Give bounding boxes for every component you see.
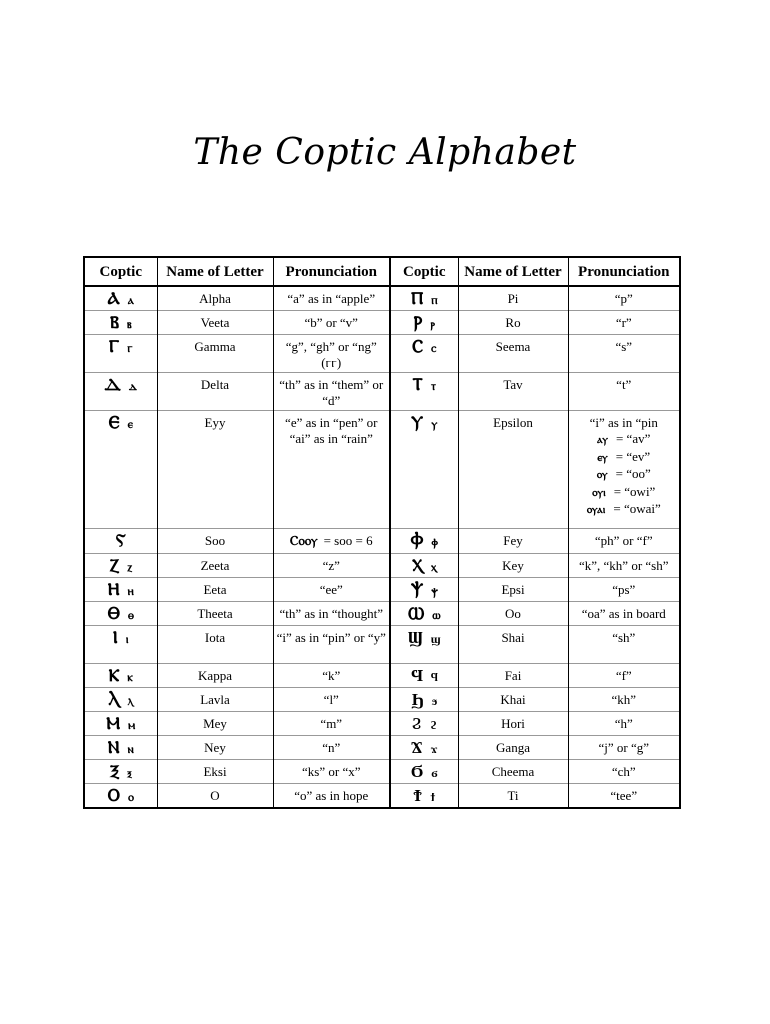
table-body xyxy=(84,286,680,808)
letter-name: Fai xyxy=(458,664,568,688)
pronunciation-text: “p” xyxy=(614,291,633,306)
uppercase-glyph: Ⲡ xyxy=(410,289,424,309)
uppercase-glyph: Ϥ xyxy=(410,666,423,686)
uppercase-glyph: Ⲃ xyxy=(109,313,119,333)
letter-name: Mey xyxy=(157,712,273,736)
letter-pronunciation: “ks” or “x” xyxy=(273,760,390,784)
uppercase-glyph: Ⲟ xyxy=(107,786,120,806)
pronunciation-text: = soo = 6 xyxy=(323,533,373,548)
pronunciation-text: “ph” or “f” xyxy=(594,533,653,548)
letter-name: Ti xyxy=(458,784,568,809)
letter-name: Ro xyxy=(458,311,568,335)
pronunciation-text: “sh” xyxy=(612,630,636,645)
letter-name: Lavla xyxy=(157,688,273,712)
uppercase-glyph: Ⲉ xyxy=(108,413,120,433)
diphthong-coptic: ⲁⲩ xyxy=(597,433,608,446)
uppercase-glyph: Ⲧ xyxy=(412,375,423,395)
coptic-letter xyxy=(84,688,157,712)
diphthong-sound: = “owi” xyxy=(613,483,656,499)
uppercase-glyph: Ⲙ xyxy=(106,714,121,734)
diphthong-sound: = “oo” xyxy=(615,466,651,481)
table-header-row xyxy=(84,257,680,286)
table-row xyxy=(84,626,680,664)
table-row xyxy=(84,411,680,529)
lowercase-glyph: ϣ xyxy=(430,632,441,646)
lowercase-glyph: ⲧ xyxy=(430,379,437,393)
table-row xyxy=(84,736,680,760)
letter-name: Seema xyxy=(458,335,568,373)
letter-name: Delta xyxy=(157,373,273,411)
table-row xyxy=(84,688,680,712)
coptic-letter xyxy=(84,602,157,626)
lowercase-glyph: ⲇ xyxy=(128,379,138,393)
coptic-letter xyxy=(390,335,458,373)
letter-name: Hori xyxy=(458,712,568,736)
coptic-letter xyxy=(390,311,458,335)
coptic-letter xyxy=(84,578,157,602)
letter-pronunciation: “o” as in hope xyxy=(273,784,390,809)
uppercase-glyph: Ⲏ xyxy=(107,580,120,600)
pronunciation-text: “f” xyxy=(615,668,632,683)
pronunciation-text: “ps” xyxy=(612,582,636,597)
lowercase-glyph: ϭ xyxy=(431,766,438,780)
uppercase-glyph: Ⲋ xyxy=(115,531,126,551)
letter-pronunciation: “n” xyxy=(273,736,390,760)
diphthong-coptic: ⲉⲩ xyxy=(597,450,608,464)
letter-pronunciation xyxy=(568,373,680,411)
uppercase-glyph: Ⲯ xyxy=(410,580,424,600)
table-row xyxy=(84,578,680,602)
uppercase-glyph: Ⲅ xyxy=(108,337,120,357)
diphthong-line xyxy=(572,449,677,467)
letter-pronunciation xyxy=(568,664,680,688)
coptic-letter xyxy=(84,335,157,373)
letter-name: Oo xyxy=(458,602,568,626)
letter-name: Ganga xyxy=(458,736,568,760)
pronunciation-text: “i” as in “pin xyxy=(589,415,658,430)
coptic-letter xyxy=(390,784,458,809)
letter-pronunciation xyxy=(568,602,680,626)
column-header-coptic: Coptic xyxy=(84,257,157,286)
letter-name: Zeeta xyxy=(157,554,273,578)
lowercase-glyph: ⲑ xyxy=(127,608,134,622)
uppercase-glyph: Ⲇ xyxy=(104,375,121,395)
letter-pronunciation xyxy=(568,736,680,760)
diphthong-coptic: ⲟⲩⲁⲓ xyxy=(586,503,606,516)
diphthong-line xyxy=(572,501,677,519)
lowercase-glyph: ⲛ xyxy=(127,742,134,756)
letter-pronunciation: “z” xyxy=(273,554,390,578)
letter-name: Theeta xyxy=(157,602,273,626)
uppercase-glyph: Ⲩ xyxy=(411,413,424,433)
uppercase-glyph: Ⲍ xyxy=(109,556,120,576)
letter-pronunciation xyxy=(568,784,680,809)
coptic-word: Ⲥⲟⲟⲩ xyxy=(289,534,318,549)
coptic-letter xyxy=(84,554,157,578)
letter-pronunciation xyxy=(568,529,680,554)
coptic-letter xyxy=(390,664,458,688)
letter-pronunciation: “a” as in “apple” xyxy=(273,286,390,311)
pronunciation-text: “r” xyxy=(615,315,632,330)
coptic-letter xyxy=(84,626,157,664)
lowercase-glyph: ⲣ xyxy=(430,317,435,331)
letter-name: Gamma xyxy=(157,335,273,373)
letter-pronunciation xyxy=(568,688,680,712)
letter-name: Key xyxy=(458,554,568,578)
coptic-letter xyxy=(84,712,157,736)
table-row xyxy=(84,554,680,578)
page-title: The Coptic Alphabet xyxy=(193,132,577,173)
letter-pronunciation xyxy=(568,311,680,335)
letter-name: Alpha xyxy=(157,286,273,311)
coptic-letter xyxy=(390,712,458,736)
pronunciation-text: “t” xyxy=(616,377,632,392)
letter-name: Cheema xyxy=(458,760,568,784)
uppercase-glyph: Ⲫ xyxy=(410,531,424,551)
coptic-letter xyxy=(84,529,157,554)
table-row xyxy=(84,335,680,373)
column-header-pronunciation: Pronunciation xyxy=(568,257,680,286)
pronunciation-text: “ch” xyxy=(611,764,636,779)
letter-name: O xyxy=(157,784,273,809)
lowercase-glyph: ⲫ xyxy=(431,535,438,549)
letter-name: Iota xyxy=(157,626,273,664)
uppercase-glyph: Ⲱ xyxy=(407,604,425,624)
letter-pronunciation: “g”, “gh” or “ng” (ⲅⲅ) xyxy=(273,335,390,373)
lowercase-glyph: ⲭ xyxy=(431,560,437,574)
alphabet-table xyxy=(83,256,681,809)
uppercase-glyph: Ⲕ xyxy=(108,666,120,686)
letter-name: Eyy xyxy=(157,411,273,529)
letter-name: Veeta xyxy=(157,311,273,335)
lowercase-glyph: ⲉ xyxy=(127,417,133,431)
uppercase-glyph: Ⲓ xyxy=(112,628,118,648)
letter-pronunciation: “e” as in “pen” or “ai” as in “rain” xyxy=(273,411,390,529)
lowercase-glyph: ϧ xyxy=(431,694,438,708)
uppercase-glyph: Ϩ xyxy=(411,714,423,734)
diphthong-sound: = “av” xyxy=(615,431,651,446)
lowercase-glyph: ⲯ xyxy=(431,584,438,598)
uppercase-glyph: Ϯ xyxy=(412,786,423,806)
table-row xyxy=(84,664,680,688)
coptic-letter xyxy=(390,554,458,578)
coptic-letter xyxy=(84,664,157,688)
letter-name: Soo xyxy=(157,529,273,554)
table-row xyxy=(84,286,680,311)
lowercase-glyph: ⲟ xyxy=(127,790,134,804)
diphthong-sound: = “ev” xyxy=(615,448,651,464)
diphthong-line xyxy=(572,431,677,449)
table-row xyxy=(84,311,680,335)
letter-pronunciation: “th” as in “them” or “d” xyxy=(273,373,390,411)
coptic-letter xyxy=(84,784,157,809)
uppercase-glyph: Ⲝ xyxy=(109,762,120,782)
coptic-letter xyxy=(390,529,458,554)
diphthong-line xyxy=(572,484,677,502)
letter-pronunciation xyxy=(568,578,680,602)
letter-pronunciation xyxy=(568,286,680,311)
letter-pronunciation: “i” as in “pin” or “y” xyxy=(273,626,390,664)
uppercase-glyph: Ⲛ xyxy=(107,738,120,758)
table-row xyxy=(84,760,680,784)
letter-pronunciation xyxy=(568,712,680,736)
letter-pronunciation xyxy=(568,554,680,578)
uppercase-glyph: Ⲣ xyxy=(413,313,423,333)
uppercase-glyph: Ϭ xyxy=(410,762,424,782)
pronunciation-text: “kh” xyxy=(611,692,637,707)
uppercase-glyph: Ⲗ xyxy=(108,690,120,710)
letter-pronunciation xyxy=(568,411,680,529)
table-row xyxy=(84,529,680,554)
coptic-letter xyxy=(84,373,157,411)
pronunciation-text: “tee” xyxy=(610,788,638,803)
lowercase-glyph: ϥ xyxy=(430,670,438,684)
letter-name: Ney xyxy=(157,736,273,760)
diphthong-coptic: ⲟⲩⲓ xyxy=(592,485,606,499)
lowercase-glyph: ϩ xyxy=(430,718,438,732)
coptic-letter xyxy=(84,286,157,311)
pronunciation-text: “s” xyxy=(615,339,633,354)
coptic-letter xyxy=(84,411,157,529)
pronunciation-text: “j” or “g” xyxy=(598,740,650,755)
table-row xyxy=(84,712,680,736)
lowercase-glyph: ⲩ xyxy=(431,417,438,431)
coptic-letter xyxy=(390,760,458,784)
letter-name: Pi xyxy=(458,286,568,311)
letter-name: Epsilon xyxy=(458,411,568,529)
lowercase-glyph: ϫ xyxy=(430,742,438,756)
uppercase-glyph: Ⲥ xyxy=(412,337,424,357)
letter-name: Kappa xyxy=(157,664,273,688)
lowercase-glyph: ⲝ xyxy=(127,766,132,780)
uppercase-glyph: Ⲑ xyxy=(107,604,120,624)
lowercase-glyph: ϯ xyxy=(430,790,436,804)
letter-pronunciation: “ee” xyxy=(273,578,390,602)
letter-name: Eeta xyxy=(157,578,273,602)
diphthong-line xyxy=(572,466,677,484)
letter-pronunciation xyxy=(568,335,680,373)
lowercase-glyph: ⲕ xyxy=(127,670,133,684)
lowercase-glyph: ⲱ xyxy=(432,608,441,622)
lowercase-glyph: ⲙ xyxy=(128,718,136,732)
pronunciation-text: “oa” as in board xyxy=(581,606,666,621)
letter-name: Fey xyxy=(458,529,568,554)
diphthong-sound: = “owai” xyxy=(613,501,661,516)
letter-pronunciation: “l” xyxy=(273,688,390,712)
uppercase-glyph: Ⲁ xyxy=(107,289,120,309)
column-header-pronunciation: Pronunciation xyxy=(273,257,390,286)
uppercase-glyph: Ϧ xyxy=(411,690,424,710)
coptic-letter xyxy=(84,760,157,784)
letter-pronunciation: “th” as in “thought” xyxy=(273,602,390,626)
letter-name: Shai xyxy=(458,626,568,664)
pronunciation-text: “k”, “kh” or “sh” xyxy=(578,558,669,573)
lowercase-glyph: ⲃ xyxy=(126,317,132,331)
lowercase-glyph: ⲁ xyxy=(127,293,134,307)
letter-pronunciation: “b” or “v” xyxy=(273,311,390,335)
coptic-letter xyxy=(390,688,458,712)
coptic-letter xyxy=(390,373,458,411)
uppercase-glyph: Ϫ xyxy=(410,738,423,758)
lowercase-glyph: ⲗ xyxy=(127,694,134,708)
letter-pronunciation xyxy=(568,626,680,664)
letter-name: Khai xyxy=(458,688,568,712)
table-row xyxy=(84,784,680,809)
column-header-name: Name of Letter xyxy=(458,257,568,286)
coptic-letter xyxy=(390,286,458,311)
coptic-letter xyxy=(390,626,458,664)
lowercase-glyph: ⲡ xyxy=(431,293,438,307)
lowercase-glyph: ⲅ xyxy=(127,341,133,355)
lowercase-glyph: ⲓ xyxy=(125,632,129,646)
coptic-letter xyxy=(390,578,458,602)
letter-name: Tav xyxy=(458,373,568,411)
diphthong-coptic: ⲟⲩ xyxy=(596,468,608,481)
coptic-letter xyxy=(390,736,458,760)
lowercase-glyph: ⲏ xyxy=(127,584,134,598)
letter-pronunciation xyxy=(273,529,390,554)
coptic-letter xyxy=(84,311,157,335)
coptic-letter xyxy=(390,411,458,529)
lowercase-glyph: ⲥ xyxy=(431,341,437,355)
coptic-letter xyxy=(390,602,458,626)
table-row xyxy=(84,373,680,411)
letter-pronunciation: “m” xyxy=(273,712,390,736)
letter-pronunciation xyxy=(568,760,680,784)
coptic-letter xyxy=(84,736,157,760)
letter-pronunciation: “k” xyxy=(273,664,390,688)
lowercase-glyph: ⲍ xyxy=(127,560,133,574)
uppercase-glyph: Ⲭ xyxy=(411,556,423,576)
column-header-coptic: Coptic xyxy=(390,257,458,286)
uppercase-glyph: Ϣ xyxy=(407,628,423,648)
letter-name: Epsi xyxy=(458,578,568,602)
table-row xyxy=(84,602,680,626)
letter-name: Eksi xyxy=(157,760,273,784)
column-header-name: Name of Letter xyxy=(157,257,273,286)
pronunciation-text: “h” xyxy=(614,716,633,731)
